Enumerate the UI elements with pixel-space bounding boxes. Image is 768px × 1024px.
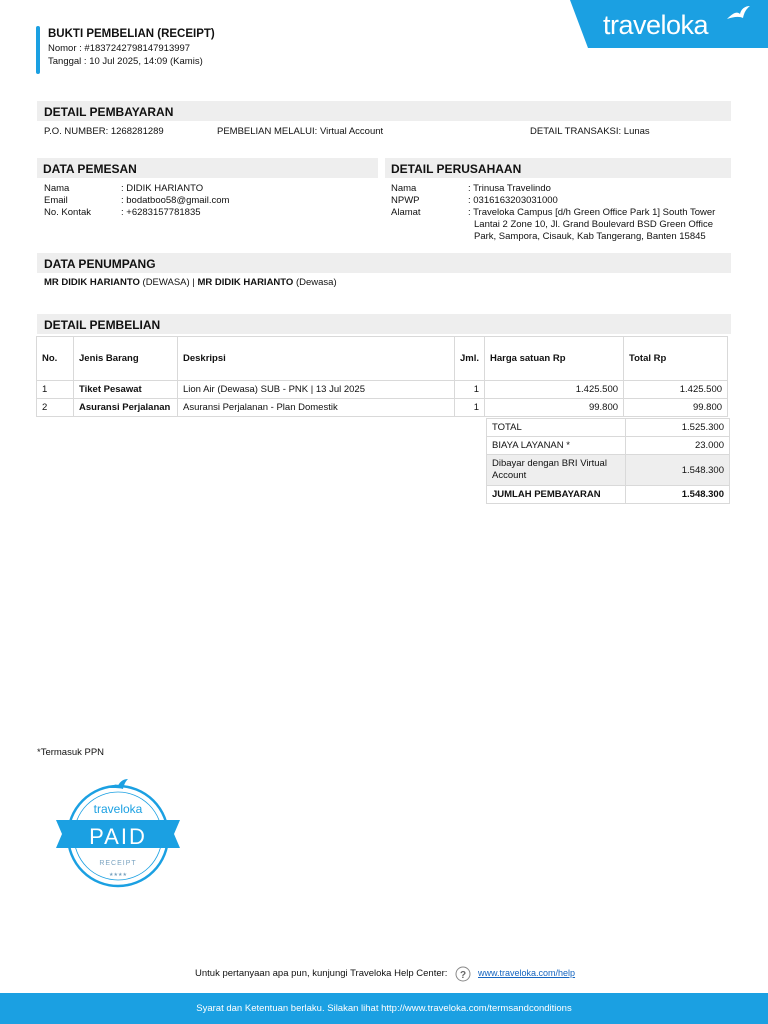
table-row [37,381,728,399]
section-payment-title: DETAIL PEMBAYARAN [44,105,174,119]
booker-phone-value: : +6283157781835 [121,207,201,218]
section-company [385,158,731,178]
traveloka-logo: traveloka [603,10,709,40]
row-unit-price: 1.425.500 [485,381,624,399]
passenger-1-type: (DEWASA) [139,277,190,288]
total-row [487,419,730,437]
purchase-table [36,336,728,417]
company-npwp-label: NPWP [391,195,420,206]
passenger-separator: | [189,277,198,288]
company-address-line-1: : Traveloka Campus [d/h Green Office Park 1] South Tower [468,207,716,218]
row-total: 99.800 [624,399,728,417]
booker-email-label: Email [44,195,68,206]
table-row [37,399,728,417]
passenger-2-type: (Dewasa) [293,277,337,288]
company-address-line-2: Lantai 2 Zone 10, Jl. Grand Boulevard BSD Green Office [474,219,714,230]
section-purchase [37,314,731,334]
passenger-list [44,277,337,288]
help-text: Untuk pertanyaan apa pun, kunjungi Traveloka Help Center: [195,968,448,979]
company-name-label: Nama [391,183,417,194]
section-booker [37,158,378,178]
stamp-stars-icon: ★★★★ [109,872,127,878]
booker-phone-label: No. Kontak [44,207,91,218]
row-qty: 1 [455,381,485,399]
col-desc: Deskripsi [178,337,455,381]
passenger-1-name: MR DIDIK HARIANTO [44,277,140,288]
col-total: Total Rp [624,337,728,381]
footer-terms: Syarat dan Ketentuan berlaku. Silakan lihat http://www.traveloka.com/termsandconditions [0,993,768,1024]
help-link[interactable]: www.traveloka.com/help [478,968,576,978]
paid-row [487,455,730,486]
company-name-value: : Trinusa Travelindo [468,183,551,194]
stamp-brand: traveloka [93,802,143,816]
total-value: 1.525.300 [626,419,730,437]
bird-icon [725,5,751,25]
fee-row [487,437,730,455]
paid-stamp [54,776,184,892]
section-passengers-title: DATA PENUMPANG [44,257,156,271]
section-company-title: DETAIL PERUSAHAAN [391,162,522,176]
row-total: 1.425.500 [624,381,728,399]
payment-method: PEMBELIAN MELALUI: Virtual Account [217,126,384,137]
col-qty: Jml. [455,337,485,381]
totals-table [486,418,730,504]
po-number: P.O. NUMBER: 1268281289 [44,126,164,137]
row-unit-price: 99.800 [485,399,624,417]
row-type: Tiket Pesawat [74,381,178,399]
grand-total-label: JUMLAH PEMBAYARAN [487,486,626,504]
help-icon [455,966,471,982]
booker-email-value: : bodatboo58@gmail.com [121,195,230,206]
stamp-sub: RECEIPT [99,860,137,867]
total-label: TOTAL [487,419,626,437]
booker-name-label: Nama [44,183,70,194]
row-no: 1 [37,381,74,399]
section-booker-title: DATA PEMESAN [43,162,137,176]
table-header-row [37,337,728,381]
company-address-line-3: Park, Sampora, Cisauk, Kab Tangerang, Banten 15845 [474,231,706,242]
section-purchase-title: DETAIL PEMBELIAN [44,318,161,332]
row-desc: Asuransi Perjalanan - Plan Domestik [178,399,455,417]
fee-value: 23.000 [626,437,730,455]
transaction-status: DETAIL TRANSAKSI: Lunas [530,126,650,137]
paid-label: Dibayar dengan BRI Virtual Account [487,455,626,486]
receipt-date: Tanggal : 10 Jul 2025, 14:09 (Kamis) [48,56,203,67]
svg-text:?: ? [459,970,467,981]
stamp-label: PAID [89,824,147,849]
grand-total-value: 1.548.300 [626,486,730,504]
fee-label: BIAYA LAYANAN * [487,437,626,455]
paid-value: 1.548.300 [626,455,730,486]
row-qty: 1 [455,399,485,417]
col-unit-price: Harga satuan Rp [485,337,624,381]
receipt-title: BUKTI PEMBELIAN (RECEIPT) [48,28,215,40]
vat-note: *Termasuk PPN [37,747,105,758]
row-type: Asuransi Perjalanan [74,399,178,417]
company-npwp-value: : 0316163203031000 [468,195,558,206]
grand-total-row [487,486,730,504]
booker-name-value: : DIDIK HARIANTO [121,183,204,194]
section-passengers [37,253,731,273]
receipt-number: Nomor : #1837242798147913997 [48,43,191,54]
section-payment [37,101,731,121]
col-no: No. [37,337,74,381]
row-desc: Lion Air (Dewasa) SUB - PNK | 13 Jul 2025 [178,381,455,399]
row-no: 2 [37,399,74,417]
company-address-label: Alamat [391,207,421,218]
header-accent-bar [36,26,40,74]
col-type: Jenis Barang [74,337,178,381]
passenger-2-name: MR DIDIK HARIANTO [197,277,294,288]
